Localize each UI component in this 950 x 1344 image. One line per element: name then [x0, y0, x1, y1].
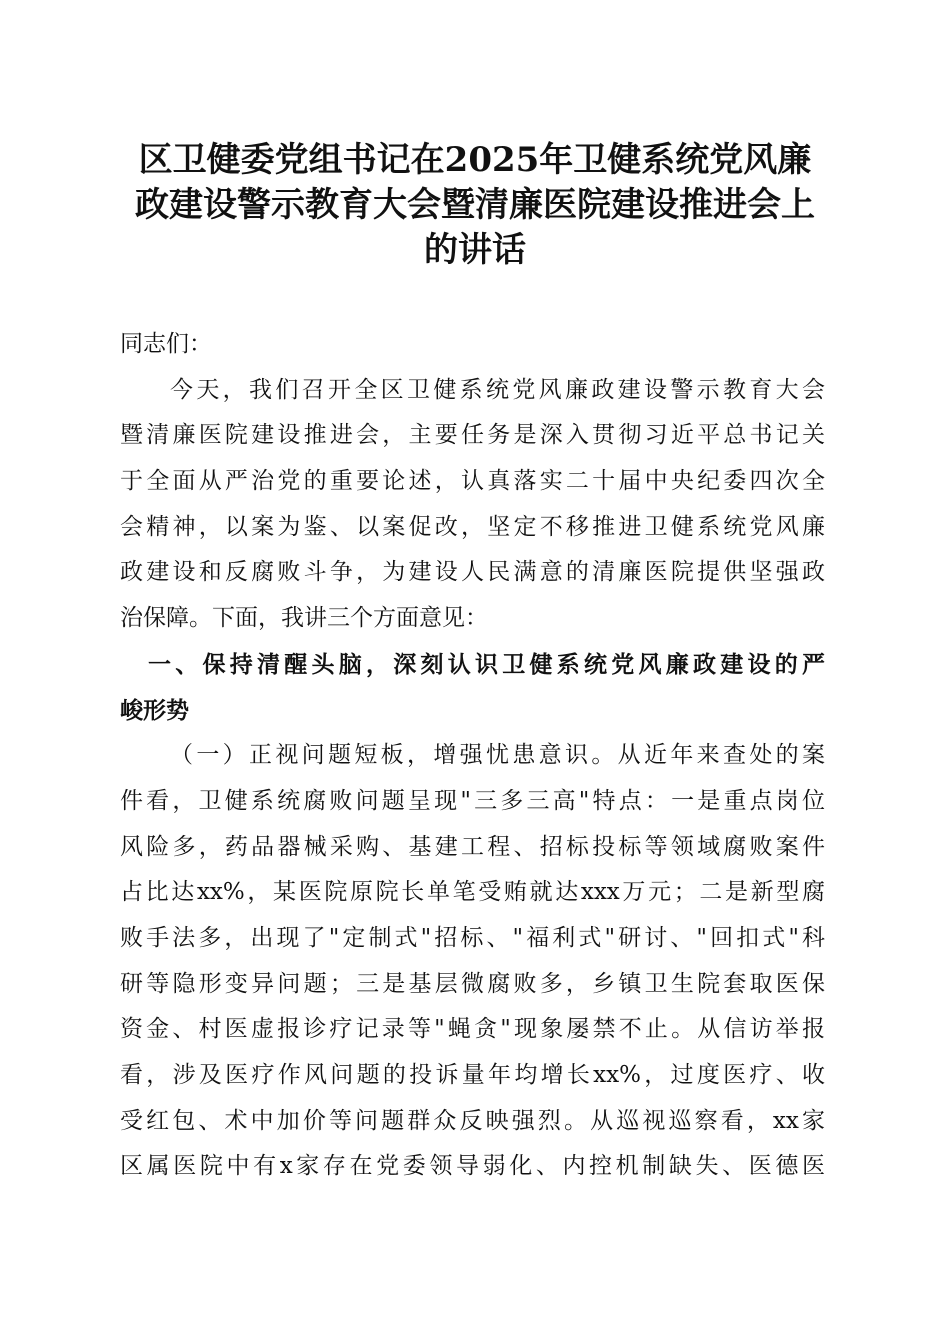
text-line: 件看，卫健系统腐败问题呈现"三多三高"特点：一是重点岗位 — [120, 787, 825, 814]
text-line: 政建设和反腐败斗争，为建设人民满意的清廉医院提供坚强政 — [120, 559, 825, 586]
document-body — [120, 322, 825, 1190]
greeting: 同志们： — [120, 331, 212, 357]
paragraph — [120, 368, 825, 642]
text-line: 占比达xx%，某医院原院长单笔受贿就达xxx万元；二是新型腐 — [120, 879, 825, 906]
text-line: 今天，我们召开全区卫健系统党风廉政建设警示教育大会 — [170, 376, 825, 403]
text-line: 于全面从严治党的重要论述，认真落实二十届中央纪委四次全 — [120, 468, 825, 495]
title-line: 区卫健委党组书记在2025年卫健系统党风廉 — [138, 140, 812, 180]
text-line: 治保障。下面，我讲三个方面意见： — [120, 605, 488, 632]
text-line: 会精神，以案为鉴、以案促改，坚定不移推进卫健系统党风廉 — [120, 513, 825, 540]
section-heading — [120, 642, 825, 733]
document-title — [100, 138, 850, 273]
text-line: 区属医院中有x家存在党委领导弱化、内控机制缺失、医德医 — [120, 1153, 825, 1180]
text-line: 研等隐形变异问题；三是基层微腐败多，乡镇卫生院套取医保 — [120, 970, 825, 997]
title-line: 政建设警示教育大会暨清廉医院建设推进会上 — [135, 185, 815, 225]
text-line: 暨清廉医院建设推进会，主要任务是深入贯彻习近平总书记关 — [120, 422, 825, 449]
text-line: 资金、村医虚报诊疗记录等"蝇贪"现象屡禁不止。从信访举报 — [120, 1016, 825, 1043]
text-line: 看，涉及医疗作风问题的投诉量年均增长xx%，过度医疗、收 — [120, 1062, 825, 1088]
text-line: 败手法多，出现了"定制式"招标、"福利式"研讨、"回扣式"科 — [120, 924, 825, 951]
text-line: 一、保持清醒头脑，深刻认识卫健系统党风廉政建设的严 — [148, 650, 825, 678]
title-line: 的讲话 — [424, 230, 526, 270]
text-line: 受红包、术中加价等问题群众反映强烈。从巡视巡察看，xx家 — [120, 1107, 825, 1134]
text-line: 风险多，药品器械采购、基建工程、招标投标等领域腐败案件 — [120, 833, 825, 860]
paragraph — [120, 733, 825, 1190]
text-line: （一）正视问题短板，增强忧患意识。从近年来查处的案 — [170, 742, 825, 769]
text-line: 峻形势 — [120, 696, 189, 724]
